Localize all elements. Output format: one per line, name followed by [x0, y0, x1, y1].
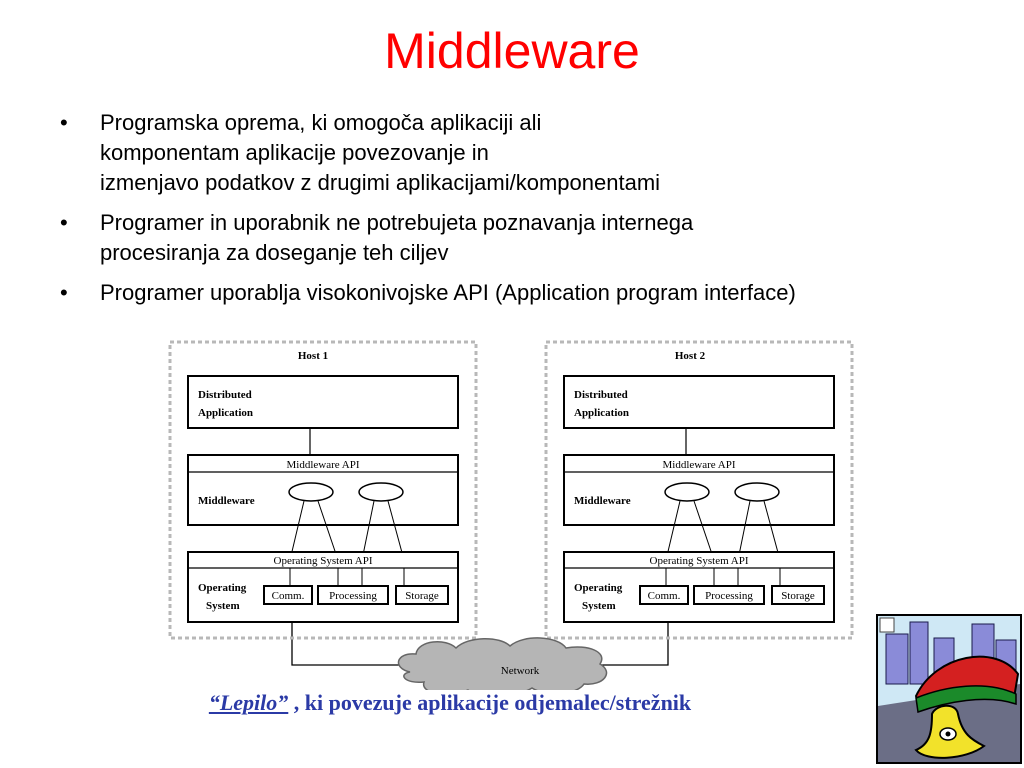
- host-title: Host 1: [297, 350, 329, 362]
- middleware-diagram: [0, 330, 870, 690]
- network-label: Network: [500, 665, 540, 677]
- middleware-label: Middleware: [574, 495, 631, 507]
- middleware-service-ellipse: [289, 483, 333, 501]
- bullet-line: Programer in uporabnik ne potrebujeta poznavanja internega: [100, 210, 694, 235]
- processing-label: Processing: [705, 590, 753, 602]
- os-label-line2: System: [582, 600, 616, 612]
- bullet-list: [60, 108, 1010, 318]
- network-cloud: [399, 638, 607, 690]
- bullet-line: Programer uporablja visokonivojske API (Application program interface): [100, 280, 796, 305]
- os-label-line1: Operating: [574, 582, 623, 594]
- os-api-label: Operating System API: [649, 555, 749, 567]
- distributed-application-box: [188, 376, 458, 428]
- bullet-line: komponentam aplikacije povezovanje in: [100, 140, 489, 165]
- middleware-service-ellipse: [665, 483, 709, 501]
- bullet-line: Programska oprema, ki omogoča aplikaciji ali: [100, 110, 542, 135]
- comm-label: Comm.: [647, 590, 681, 602]
- middleware-api-label: Middleware API: [662, 459, 736, 471]
- app-label-line2: Application: [198, 407, 254, 419]
- middleware-service-ellipse: [359, 483, 403, 501]
- bullet-dot: •: [60, 280, 68, 305]
- comm-label: Comm.: [271, 590, 305, 602]
- middleware-label: Middleware: [198, 495, 255, 507]
- app-label-line1: Distributed: [574, 389, 628, 401]
- os-label-line1: Operating: [198, 582, 247, 594]
- host-2: [546, 342, 852, 638]
- host-title: Host 2: [674, 350, 706, 362]
- cloud-shape: [399, 638, 607, 690]
- bullet-item: [60, 108, 1010, 198]
- host-1: [170, 342, 476, 638]
- bullet-item: [60, 208, 1010, 268]
- bullet-item: [60, 278, 1010, 308]
- os-api-label: Operating System API: [273, 555, 373, 567]
- slide-title: Middleware: [384, 23, 640, 79]
- shoe-stepping-on-gum-icon: [876, 614, 1022, 764]
- caption: [0, 690, 900, 716]
- caption-quote: “Lepilo”: [208, 690, 289, 715]
- middleware-service-ellipse: [735, 483, 779, 501]
- app-label-line1: Distributed: [198, 389, 252, 401]
- processing-label: Processing: [329, 590, 377, 602]
- bullet-line: izmenjavo podatkov z drugimi aplikacijami/komponentami: [100, 170, 661, 195]
- storage-label: Storage: [405, 590, 439, 602]
- app-label-line2: Application: [574, 407, 630, 419]
- bullet-dot: •: [60, 110, 68, 135]
- middleware-api-label: Middleware API: [286, 459, 360, 471]
- bullet-dot: •: [60, 210, 68, 235]
- caption-text: , ki povezuje aplikacije odjemalec/strežnik: [288, 690, 692, 715]
- storage-label: Storage: [781, 590, 815, 602]
- distributed-application-box: [564, 376, 834, 428]
- bullet-line: procesiranja za doseganje teh ciljev: [100, 240, 449, 265]
- os-label-line2: System: [206, 600, 240, 612]
